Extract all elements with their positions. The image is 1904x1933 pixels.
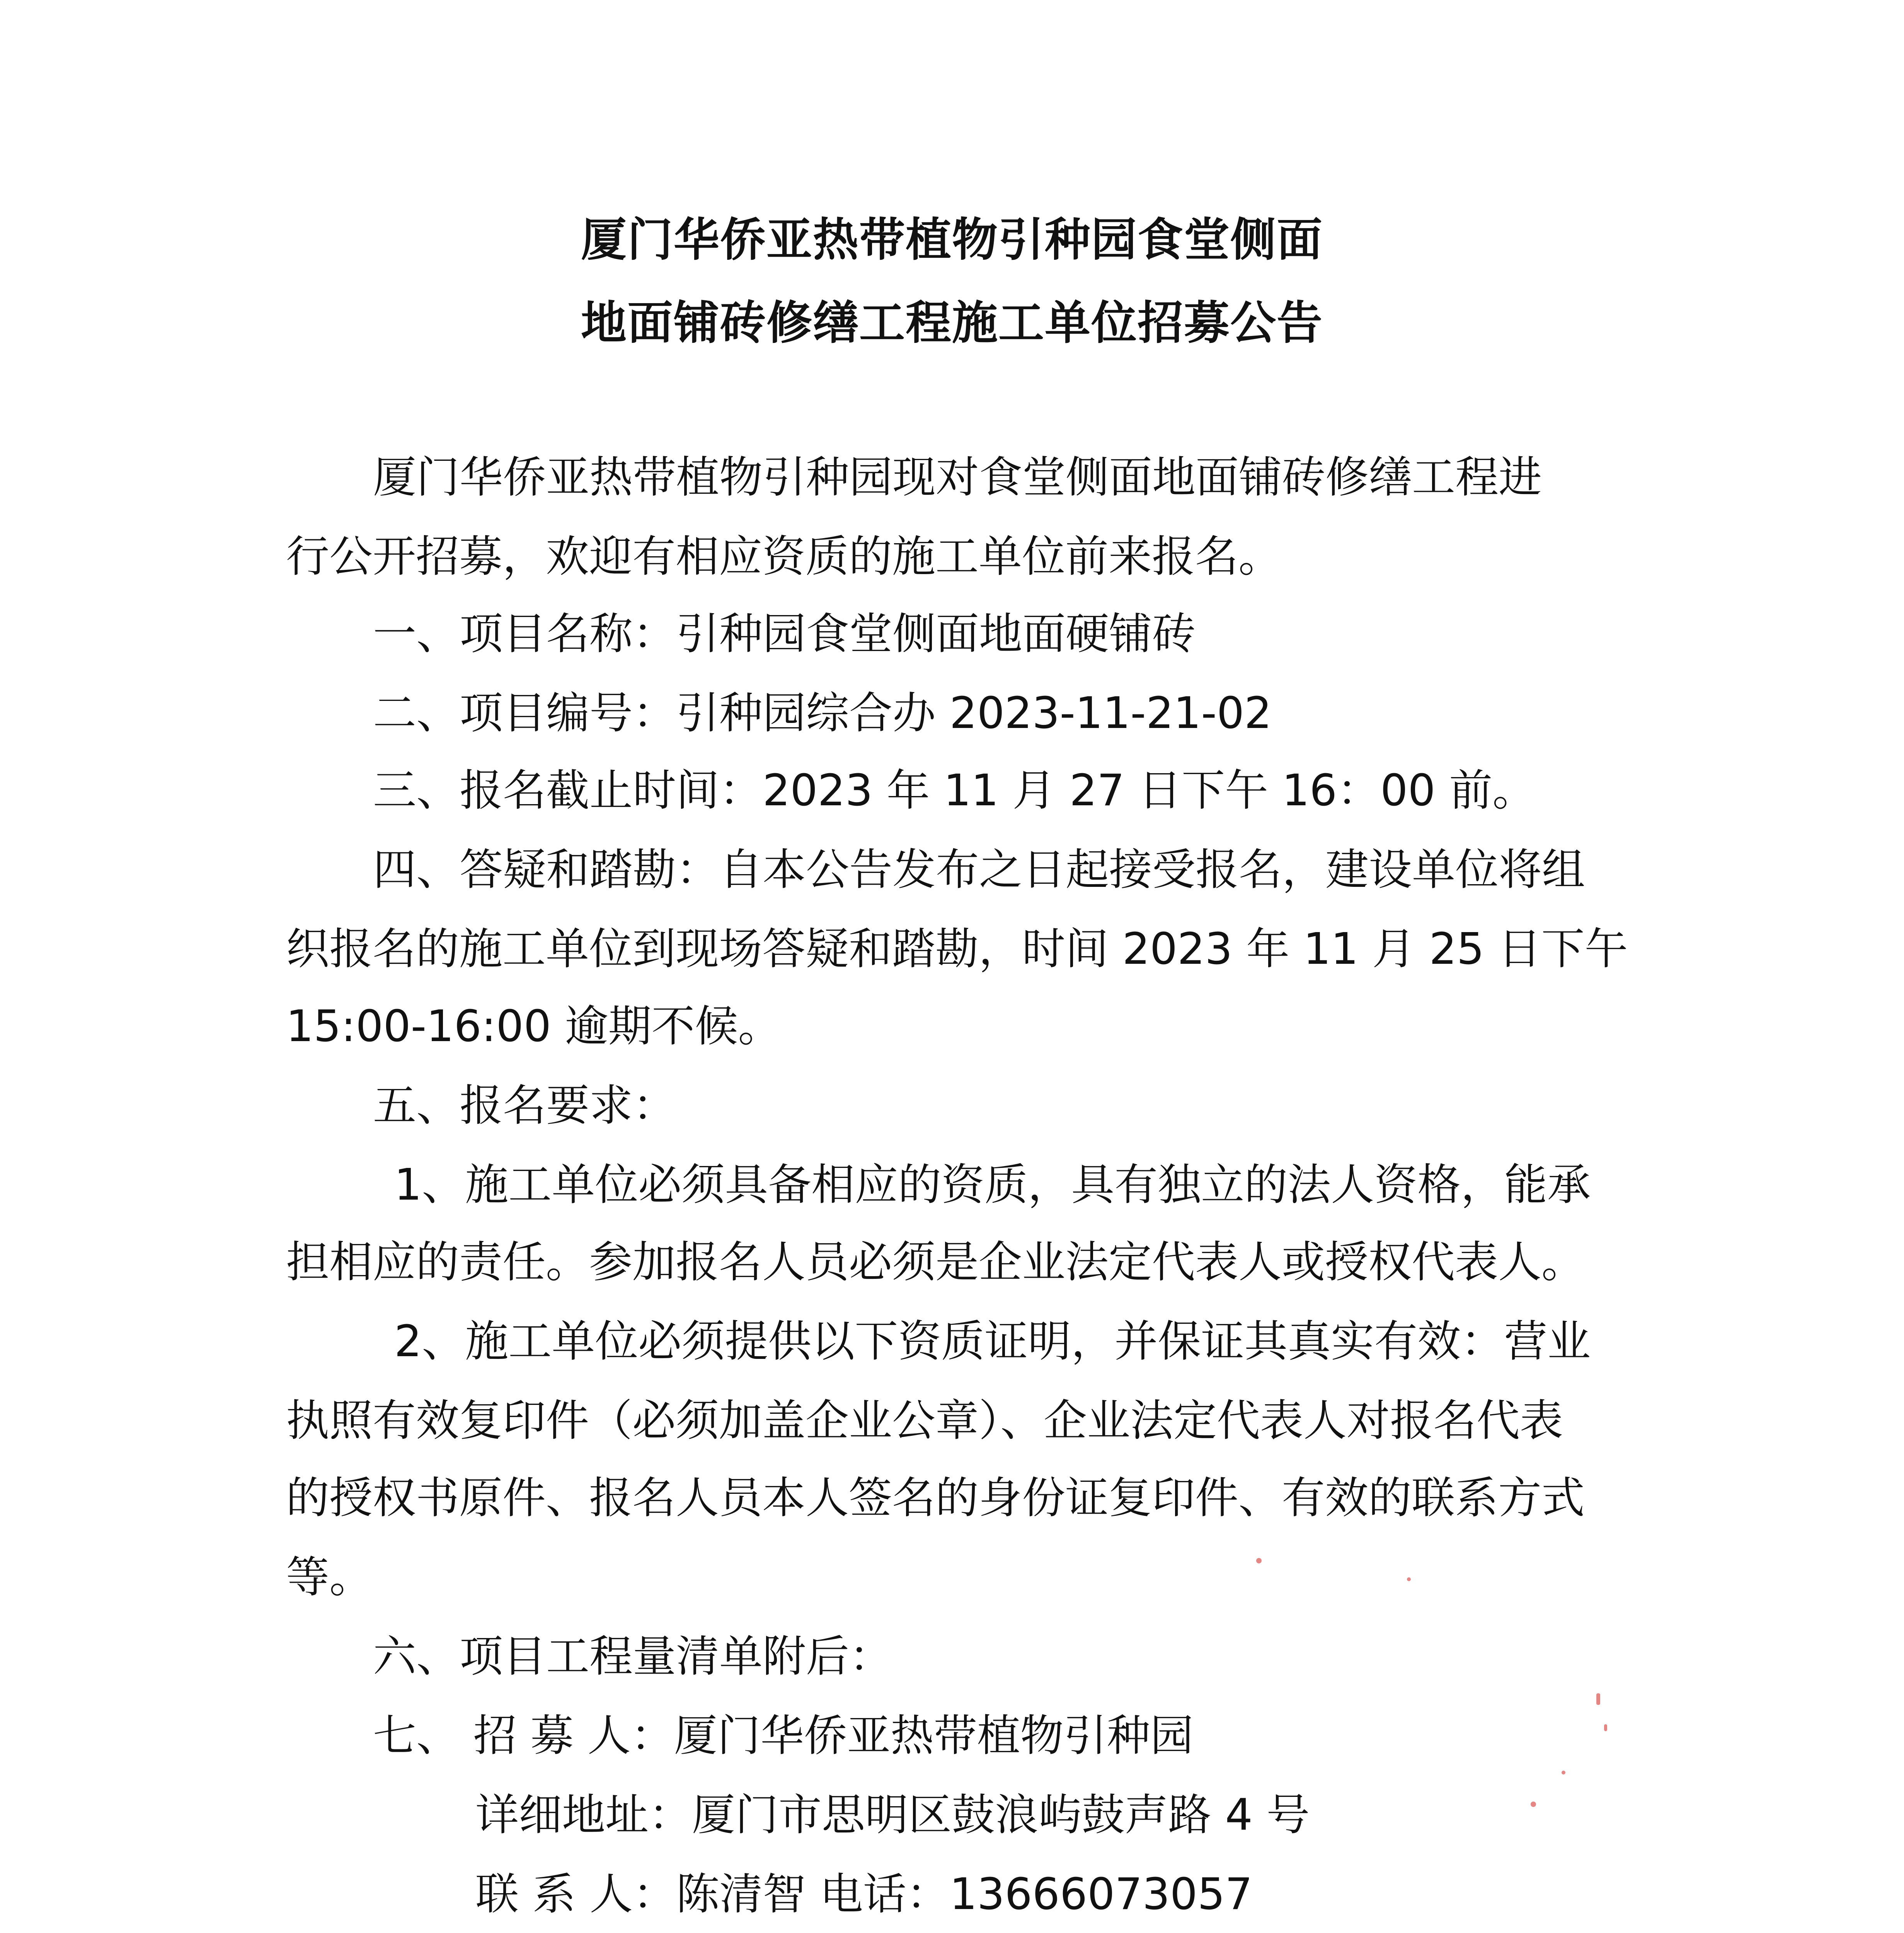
item-project-number: 二、项目编号：引种园综合办 2023-11-21-02 (373, 688, 1272, 738)
item-inspection-line-3: 15:00-16:00 逾期不候。 (286, 1001, 782, 1052)
recruiter-address: 详细地址：厦门市思明区鼓浪屿鼓声路 4 号 (475, 1790, 1310, 1840)
recruiter-contact-1: 联 系 人：陈清智 电话：13666073057 (475, 1869, 1253, 1919)
ink-speck (1562, 1771, 1565, 1774)
item-recruiter: 七、 招 募 人：厦门华侨亚热带植物引种园 (373, 1711, 1194, 1761)
requirement-1-line-1: 1、施工单位必须具备相应的资质，具有独立的法人资格，能承 (394, 1160, 1591, 1210)
item-requirements: 五、报名要求： (373, 1081, 676, 1131)
item-project-name: 一、项目名称：引种园食堂侧面地面硬铺砖 (373, 609, 1196, 659)
document-title-line-1: 厦门华侨亚热带植物引种园食堂侧面 (581, 213, 1323, 266)
ink-speck (1596, 1693, 1600, 1705)
ink-speck (1604, 1724, 1607, 1731)
document-title-line-2: 地面铺砖修缮工程施工单位招募公告 (581, 296, 1323, 349)
requirement-1-line-2: 担相应的责任。参加报名人员必须是企业法定代表人或授权代表人。 (286, 1237, 1585, 1287)
intro-line-2: 行公开招募，欢迎有相应资质的施工单位前来报名。 (286, 532, 1282, 582)
ink-speck (1256, 1558, 1262, 1563)
item-deadline: 三、报名截止时间：2023 年 11 月 27 日下午 16：00 前。 (373, 765, 1536, 816)
requirement-2-line-4: 等。 (286, 1552, 373, 1602)
requirement-2-line-1: 2、施工单位必须提供以下资质证明，并保证其真实有效：营业 (394, 1316, 1591, 1367)
requirement-2-line-2: 执照有效复印件（必须加盖企业公章）、企业法定代表人对报名代表 (286, 1396, 1563, 1446)
item-inspection-line-1: 四、答疑和踏勘：自本公告发布之日起接受报名，建设单位将组 (373, 845, 1585, 895)
requirement-2-line-3: 的授权书原件、报名人员本人签名的身份证复印件、有效的联系方式 (286, 1473, 1585, 1523)
ink-speck (1407, 1577, 1411, 1581)
item-inspection-line-2: 织报名的施工单位到现场答疑和踏勘，时间 2023 年 11 月 25 日下午 (286, 924, 1628, 974)
item-bill-of-quantities: 六、项目工程量清单附后： (373, 1631, 892, 1682)
ink-speck (1531, 1802, 1536, 1807)
intro-line-1: 厦门华侨亚热带植物引种园现对食堂侧面地面铺砖修缮工程进 (373, 452, 1542, 503)
